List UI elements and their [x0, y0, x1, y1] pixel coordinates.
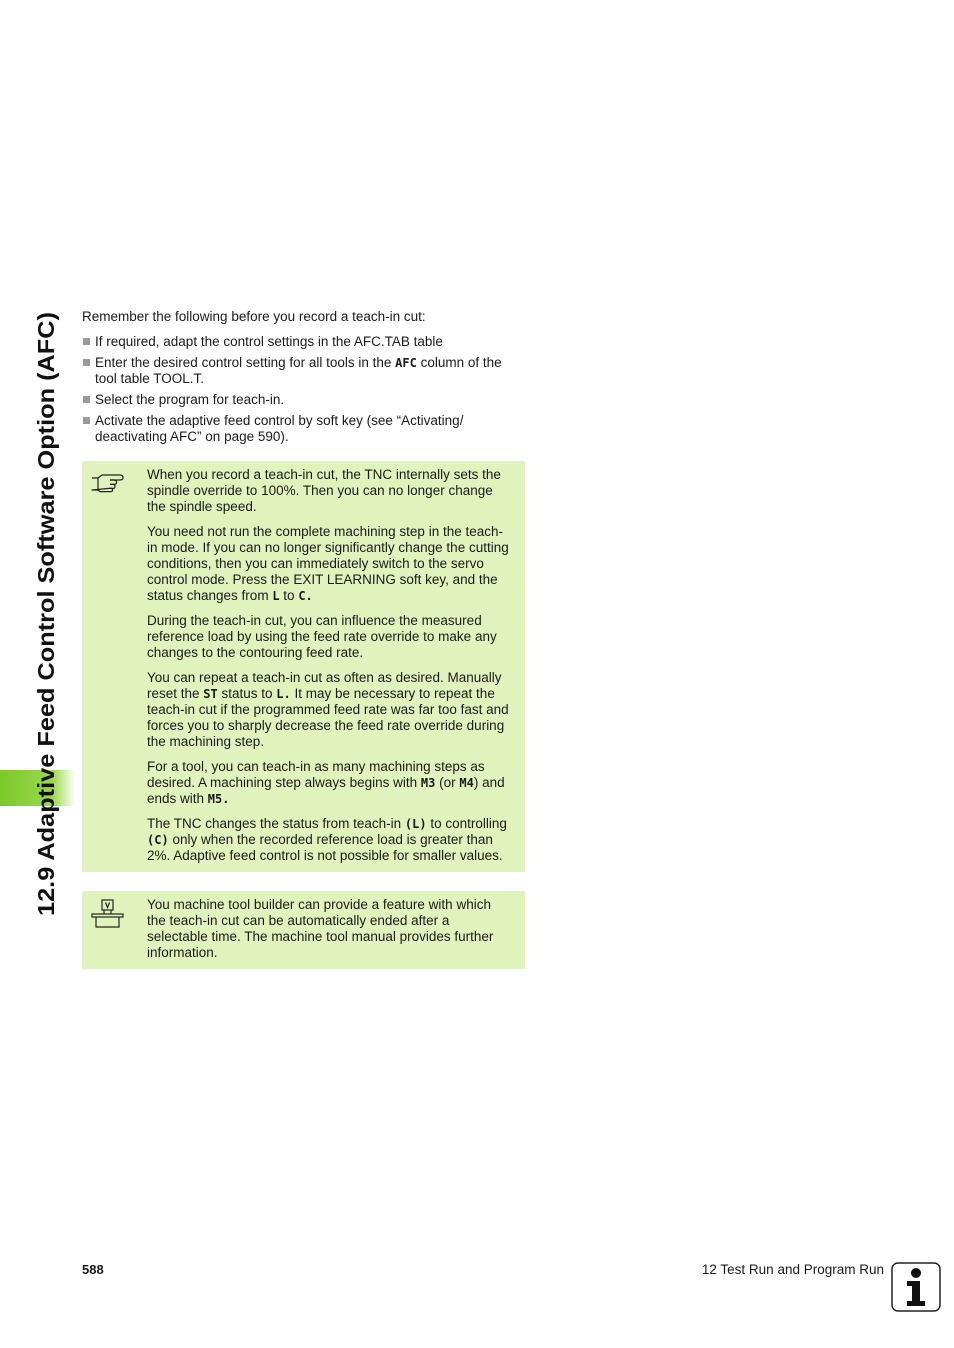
main-content	[82, 308, 525, 969]
note-box-machine	[82, 891, 525, 969]
note-paragraph: When you record a teach-in cut, the TNC internally sets the spindle override to 100%. Then you can no longer change the spindle speed.	[147, 467, 501, 514]
bullet-square-icon	[83, 417, 90, 424]
machine-tool-icon	[90, 899, 126, 934]
note-box-hint	[82, 461, 525, 872]
note-paragraph: For a tool, you can teach-in as many machining steps as desired. A machining step always begins with M3 (or M4) and ends with M5.	[147, 759, 505, 806]
bullet-list	[82, 334, 525, 445]
bullet-square-icon	[83, 359, 90, 366]
side-section-title-text: 12.9 Adaptive Feed Control Software Option (AFC)	[33, 355, 59, 916]
bullet-square-icon	[83, 396, 90, 403]
list-item: Select the program for teach-in.	[82, 392, 525, 408]
list-item: Activate the adaptive feed control by soft key (see “Activating/ deactivating AFC” on page 590).	[82, 413, 525, 445]
note-paragraph: You need not run the complete machining step in the teach-in mode. If you can no longer significantly change the cutting conditions, then you can immediately switch to the servo control mode. Press the EXIT LEARNING soft key, and the status changes from L to C.	[147, 524, 509, 603]
list-item: Enter the desired control setting for all tools in the AFC column of the tool table TOOL.T.	[82, 355, 525, 387]
pointing-hand-icon	[90, 469, 126, 498]
list-item: If required, adapt the control settings in the AFC.TAB table	[82, 334, 525, 350]
bullet-square-icon	[83, 338, 90, 345]
chapter-title: 12 Test Run and Program Run	[701, 1262, 884, 1277]
note-paragraph: You machine tool builder can provide a feature with which the teach-in cut can be automatically ended after a selectable time. The machine tool manual provides further information.	[147, 897, 494, 960]
intro-text: Remember the following before you record a teach-in cut:	[82, 309, 426, 324]
page-number: 588	[82, 1262, 104, 1277]
info-icon	[891, 1262, 941, 1312]
note-paragraph: The TNC changes the status from teach-in (L) to controlling (C) only when the recorded reference load is greater than 2%. Adaptive feed control is not possible for smaller values.	[147, 816, 507, 863]
note-paragraph: During the teach-in cut, you can influence the measured reference load by using the feed rate override to make any changes to the contouring feed rate.	[147, 613, 497, 660]
note-paragraph: You can repeat a teach-in cut as often as desired. Manually reset the ST status to L. It may be necessary to repeat the teach-in cut if the programmed feed rate was far too fast and forces you to sharply decrease the feed rate override during the machining step.	[147, 670, 509, 749]
side-section-title	[20, 310, 66, 920]
